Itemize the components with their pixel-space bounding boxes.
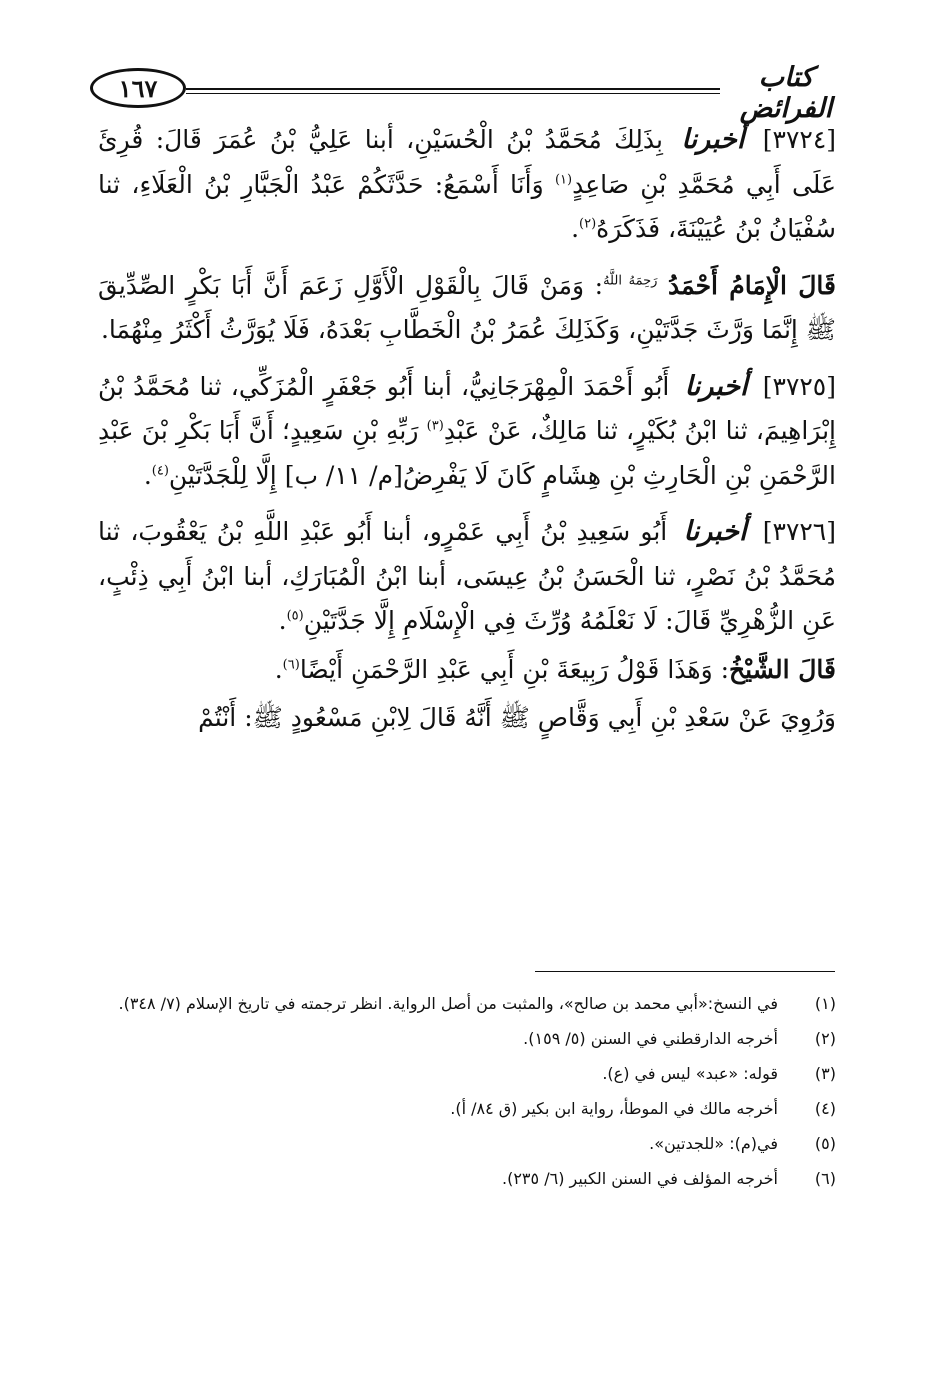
hadith-text: أَبُو أَحْمَدَ الْمِهْرَجَانِيُّ، أبنا أَبُو جَعْفَرٍ الْمُزَكِّي، ثنا مُحَمَّدُ بْنُ إِبْرَاهِيمَ، ثنا ابْنُ بُكَيْرٍ، ثنا مَالِكٌ، عَنْ عَبْدِ — [98, 371, 836, 445]
hadith-text-cont: رَبِّهِ بْنِ سَعِيدٍ؛ أَنَّ أَبَا بَكْرِ بْنَ عَبْدِ الرَّحْمَنِ بْنِ الْحَارِثِ بْنِ هِشَامٍ كَانَ لَا يَفْرِضُ[م/ ١١/ ب] إِلَّا لِلْجَدَّتَيْنِ — [98, 416, 836, 490]
footnote-text: قوله: «عبد» ليس في (ع). — [602, 1064, 778, 1083]
footnote-ref: (٥) — [286, 608, 304, 624]
paragraph-text: : وَهَذَا قَوْلُ رَبِيعَةَ بْنِ أَبِي عَبْدِ الرَّحْمَنِ أَيْضًا — [299, 654, 730, 684]
footnote — [98, 1163, 836, 1194]
footnotes — [98, 988, 836, 1198]
page-number: ١٦٧ — [118, 73, 158, 103]
header-rule — [186, 88, 720, 90]
honorific-glyph: رَحِمَهُ اللَّهُ — [603, 273, 658, 289]
footnote-ref: (٣) — [426, 418, 444, 434]
footnote-number: (٦) — [814, 1169, 836, 1188]
paragraph-end: . — [571, 214, 580, 243]
footnote-ref: (٢) — [579, 216, 597, 232]
paragraph-3726 — [98, 510, 836, 644]
footnote-text: في(م): «للجدتين». — [649, 1134, 778, 1153]
hadith-number: [٣٧٢٤] — [762, 125, 837, 154]
footnote-text: أخرجه الدارقطني في السنن (٥/ ١٥٩). — [523, 1029, 778, 1048]
hadith-lead: أخبرنا — [684, 370, 748, 402]
footnote-number: (٥) — [814, 1134, 836, 1153]
footnote — [98, 988, 836, 1019]
page-header — [90, 62, 850, 122]
hadith-text: بِذَلِكَ مُحَمَّدُ بْنُ الْحُسَيْنِ، أبنا عَلِيُّ بْنُ عُمَرَ قَالَ: قُرِئَ عَلَى أَبِي مُحَمَّدِ بْنِ صَاعِدٍ — [98, 125, 836, 199]
speaker-label: قَالَ الْإِمَامُ أَحْمَدُ — [668, 270, 836, 300]
footnote-number: (٢) — [814, 1029, 836, 1048]
hadith-lead: أخبرنا — [681, 124, 745, 155]
paragraph-end: . — [278, 606, 287, 635]
hadith-number: [٣٧٢٦] — [762, 517, 836, 546]
hadith-text-cont: وَأَنَا أَسْمَعُ: حَدَّثَكُمْ عَبْدُ الْجَبَّارِ بْنُ الْعَلَاءِ، ثنا سُفْيَانُ بْنُ عُيَيْنَةَ، فَذَكَرَهُ — [98, 169, 836, 243]
footnote-number: (٤) — [814, 1099, 836, 1118]
footnote-number: (١) — [814, 994, 836, 1013]
paragraph-text: : وَمَنْ قَالَ بِالْقَوْلِ الْأَوَّلِ زَعَمَ أَنَّ أَبَا بَكْرٍ الصِّدِّيقَ ﷺ إِنَّمَا وَرَّثَ جَدَّتَيْنِ، وَكَذَلِكَ عُمَرُ بْنُ الْخَطَّابِ بَعْدَهُ، فَلَا يُوَرَّثُ أَكْثَرُ مِنْهُمَا. — [98, 270, 836, 344]
hadith-text: أَبُو سَعِيدِ بْنُ أَبِي عَمْرٍو، أبنا أَبُو عَبْدِ اللَّهِ بْنُ يَعْقُوبَ، ثنا مُحَمَّدُ بْنُ نَصْرٍ، ثنا الْحَسَنُ بْنُ عِيسَى، أبنا ابْنُ الْمُبَارَكِ، أبنا ابْنُ أَبِي ذِئْبٍ، عَنِ الزُّهْرِيِّ قَالَ: لَا نَعْلَمُهُ وُرِّثَ فِي الْإِسْلَامِ إِلَّا جَدَّتَيْنِ — [98, 517, 836, 635]
footnote-separator — [535, 971, 835, 972]
main-text — [98, 118, 836, 753]
page-number-badge — [90, 68, 186, 108]
footnote-text: أخرجه المؤلف في السنن الكبير (٦/ ٢٣٥). — [502, 1169, 778, 1188]
paragraph-sad — [98, 696, 836, 741]
hadith-lead: أخبرنا — [683, 516, 747, 547]
paragraph-text: وَرُوِيَ عَنْ سَعْدِ بْنِ أَبِي وَقَّاصٍ ﷺ أَنَّهُ قَالَ لِابْنِ مَسْعُودٍ ﷺ: أَنْتُمْ — [198, 703, 836, 732]
paragraph-3725 — [98, 365, 836, 499]
paragraph-sheikh — [98, 648, 836, 693]
paragraph-end: . — [274, 654, 283, 684]
footnote-ref: (٦) — [282, 657, 300, 673]
paragraph-imam-ahmad — [98, 264, 836, 353]
paragraph-3724 — [98, 118, 836, 252]
book-title: كتاب الفرائض — [739, 62, 833, 124]
footnote-text: في النسخ:«أبي محمد بن صالح»، والمثبت من أصل الرواية. انظر ترجمته في تاريخ الإسلام (٧/ ٣٤٨). — [118, 994, 778, 1013]
speaker-label: قَالَ الشَّيْخُ — [729, 654, 836, 684]
footnote-ref: (٤) — [151, 463, 169, 479]
footnote-number: (٣) — [814, 1064, 836, 1083]
footnote — [98, 1093, 836, 1124]
paragraph-end: . — [143, 460, 152, 490]
header-rule-thin — [186, 93, 720, 94]
footnote — [98, 1128, 836, 1159]
footnote-text: أخرجه مالك في الموطأ، رواية ابن بكير (ق ٨٤/ أ). — [450, 1099, 778, 1118]
footnote — [98, 1058, 836, 1089]
footnote — [98, 1023, 836, 1054]
hadith-number: [٣٧٢٥] — [762, 371, 836, 401]
footnote-ref: (١) — [554, 172, 573, 188]
